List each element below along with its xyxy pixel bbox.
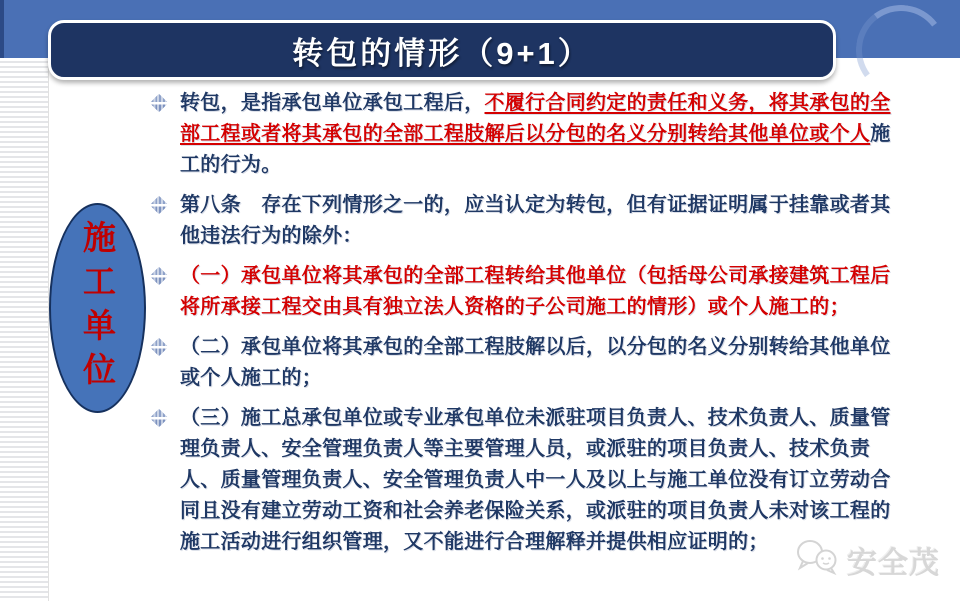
bullet-paragraph <box>152 190 910 252</box>
paragraph-text <box>180 88 910 181</box>
paragraph-text <box>180 190 910 252</box>
text-segment-navy: （二）承包单位将其承包的全部工程肢解以后，以分包的名义分别转给其他单位或个人施工的； <box>180 336 891 389</box>
diamond-bullet-icon <box>150 409 169 428</box>
text-segment-navy: 转包，是指承包单位承包工程后， <box>180 92 485 114</box>
text-segment-red-underline: 不履行合同约定的责任和义务，将其承包的全部工程或者将其承包的全部工程肢解后以分包的名义分别转给其他单位或个人 <box>180 92 891 145</box>
side-ellipse-shape <box>49 203 146 413</box>
content-paragraphs <box>152 88 910 567</box>
page-title: 转包的情形（9+1） <box>292 35 592 71</box>
text-segment-navy: （三）施工总承包单位或专业承包单位未派驻项目负责人、技术负责人、质量管理负责人、安全管理负责人等主要管理人员，或派驻的项目负责人、技术负责人、质量管理负责人、安全管理负责人中一人及以上与施工单位没有订立劳动合同且没有建立劳动工资和社会养老保险关系，或派驻的项目负责人未对该工程的施工活动进行组织管理，又不能进行合理解释并提供相应证明的； <box>180 407 891 553</box>
text-segment-red: （一）承包单位将其承包的全部工程转给其他单位（包括母公司承接建筑工程后将所承接工程交由具有独立法人资格的子公司施工的情形）或个人施工的； <box>180 265 891 318</box>
diamond-bullet-icon <box>150 94 169 113</box>
text-segment-navy: 第八条 存在下列情形之一的，应当认定为转包，但有证据证明属于挂靠或者其他违法行为的除外： <box>180 194 891 247</box>
watermark <box>795 537 940 582</box>
bullet-paragraph <box>152 332 910 394</box>
bullet-paragraph <box>152 403 910 558</box>
slide-title-bar <box>48 20 836 80</box>
paragraph-text <box>180 261 910 323</box>
diamond-bullet-icon <box>150 196 169 215</box>
watermark-label: 安全茂 <box>847 546 940 580</box>
paragraph-text <box>180 332 910 394</box>
side-ellipse-label: 施工单位 <box>78 220 117 396</box>
bullet-paragraph <box>152 261 910 323</box>
left-striped-margin <box>0 58 49 601</box>
diamond-bullet-icon <box>150 267 169 286</box>
bullet-paragraph <box>152 88 910 181</box>
text-segment-navy: 施工的行为。 <box>180 123 891 176</box>
band-left-edge <box>0 0 4 58</box>
paragraph-text <box>180 403 910 558</box>
diamond-bullet-icon <box>150 338 169 357</box>
wechat-bubbles-icon <box>795 537 841 582</box>
